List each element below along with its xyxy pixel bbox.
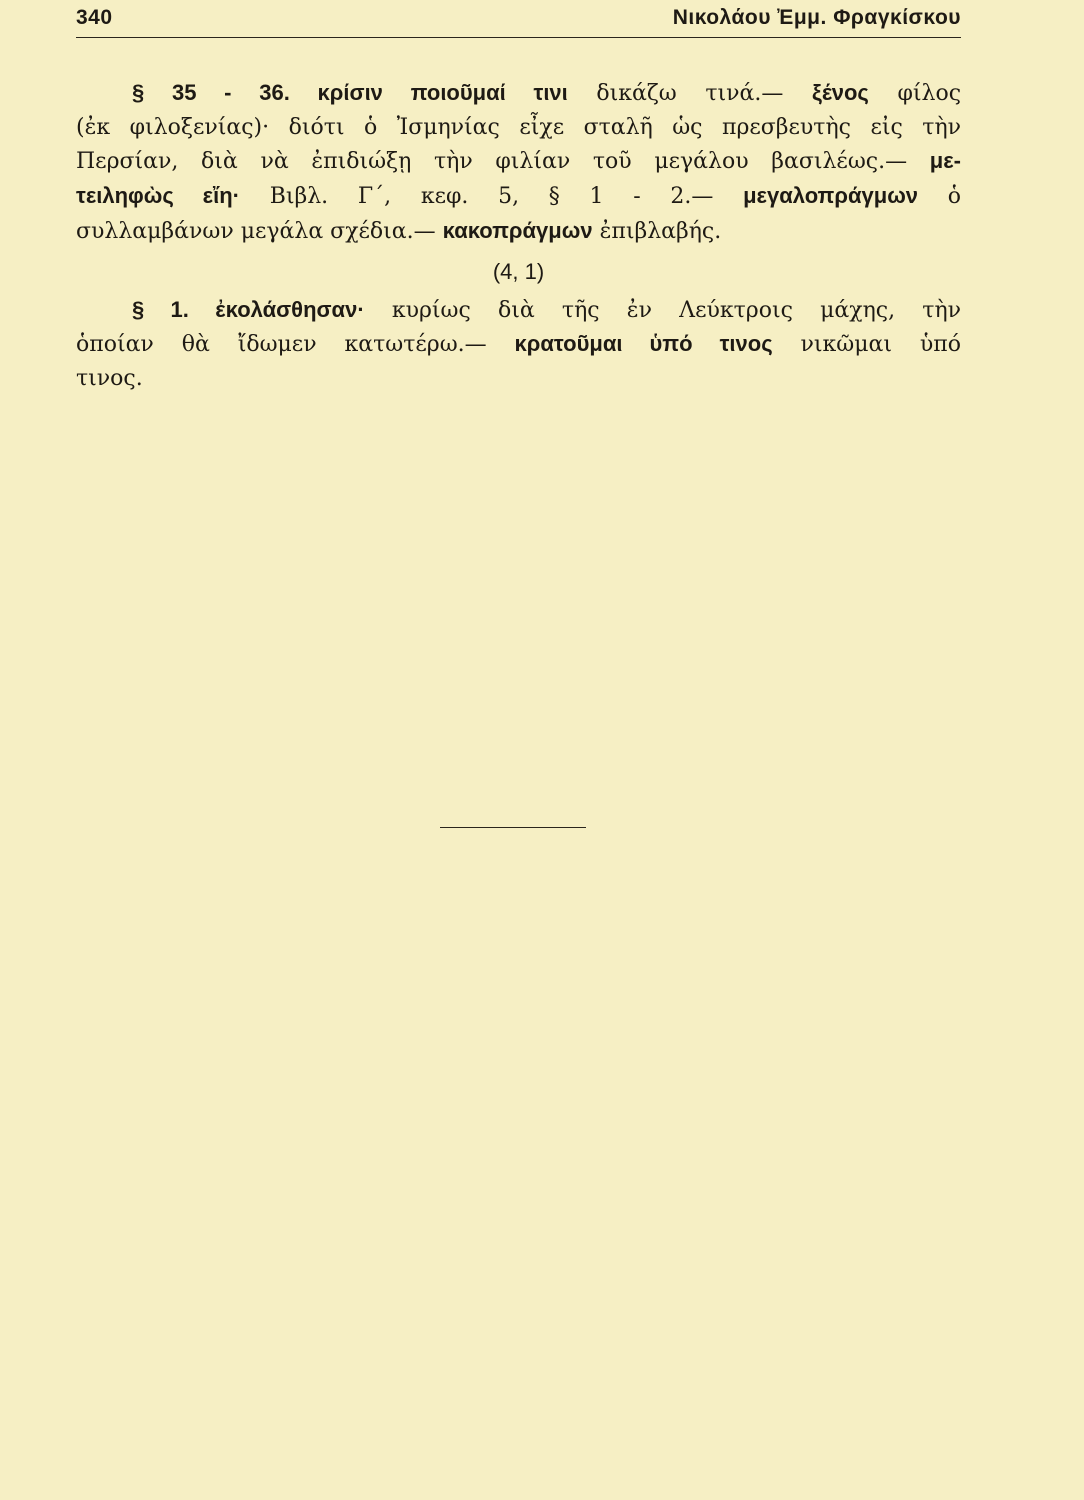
section-reference: (4, 1) [492, 258, 545, 284]
lemma: τειληφὼς εἴη· [76, 183, 240, 209]
lemma: με- [929, 148, 961, 174]
text-line [76, 327, 961, 362]
lemma: μεγαλοπράγμων [743, 183, 919, 209]
text-line [76, 144, 961, 179]
commentary-paragraph-4-1 [76, 293, 961, 396]
lemma: κακοπράγμων [442, 217, 593, 243]
text-line [76, 76, 961, 111]
gloss: συλλαμβάνων μεγάλα σχέδια.— [76, 218, 436, 244]
text-line [76, 293, 961, 328]
gloss: Βιβλ. Γ΄, κεφ. 5, § 1 - 2.— [269, 184, 714, 210]
gloss: δικάζω τινά.— [596, 81, 784, 106]
text-line [76, 179, 961, 214]
running-head [76, 2, 961, 34]
lemma: § 35 - 36. κρίσιν ποιοῦμαί τινι [132, 80, 568, 105]
gloss: κυρίως διὰ τῆς ἐν Λεύκτροις μάχης, τὴν [391, 297, 961, 323]
lemma: κρατοῦμαι ὑπό τινος [514, 331, 773, 357]
text-line: τινος. [76, 365, 143, 391]
section-end-rule [440, 827, 586, 828]
gloss: νικῶμαι ὑπό [800, 332, 961, 358]
text-line: (ἐκ φιλοξενίας)· διότι ὁ Ἰσμηνίας εἶχε σταλῆ ὡς πρεσβευτὴς εἰς τὴν [76, 114, 961, 140]
page-number: 340 [76, 6, 113, 29]
commentary-paragraph-35-36 [76, 76, 961, 249]
gloss: φίλος [897, 81, 962, 106]
running-title: Νικολάου Ἐμμ. Φραγκίσκου [672, 6, 961, 29]
gloss: ἐπιβλαβής. [599, 218, 722, 244]
gloss: ὁ [947, 184, 961, 210]
header-rule [76, 37, 961, 38]
commentary-body [76, 76, 961, 396]
text-line [76, 214, 961, 249]
lemma: ξένος [812, 80, 869, 105]
lemma: § 1. ἐκολάσθησαν· [132, 296, 365, 322]
gloss: Περσίαν, διὰ νὰ ἐπιδιώξῃ τὴν φιλίαν τοῦ μεγάλου βασιλέως.— [76, 149, 908, 175]
gloss: ὁποίαν θὰ ἴδωμεν κατωτέρω.— [76, 332, 487, 358]
